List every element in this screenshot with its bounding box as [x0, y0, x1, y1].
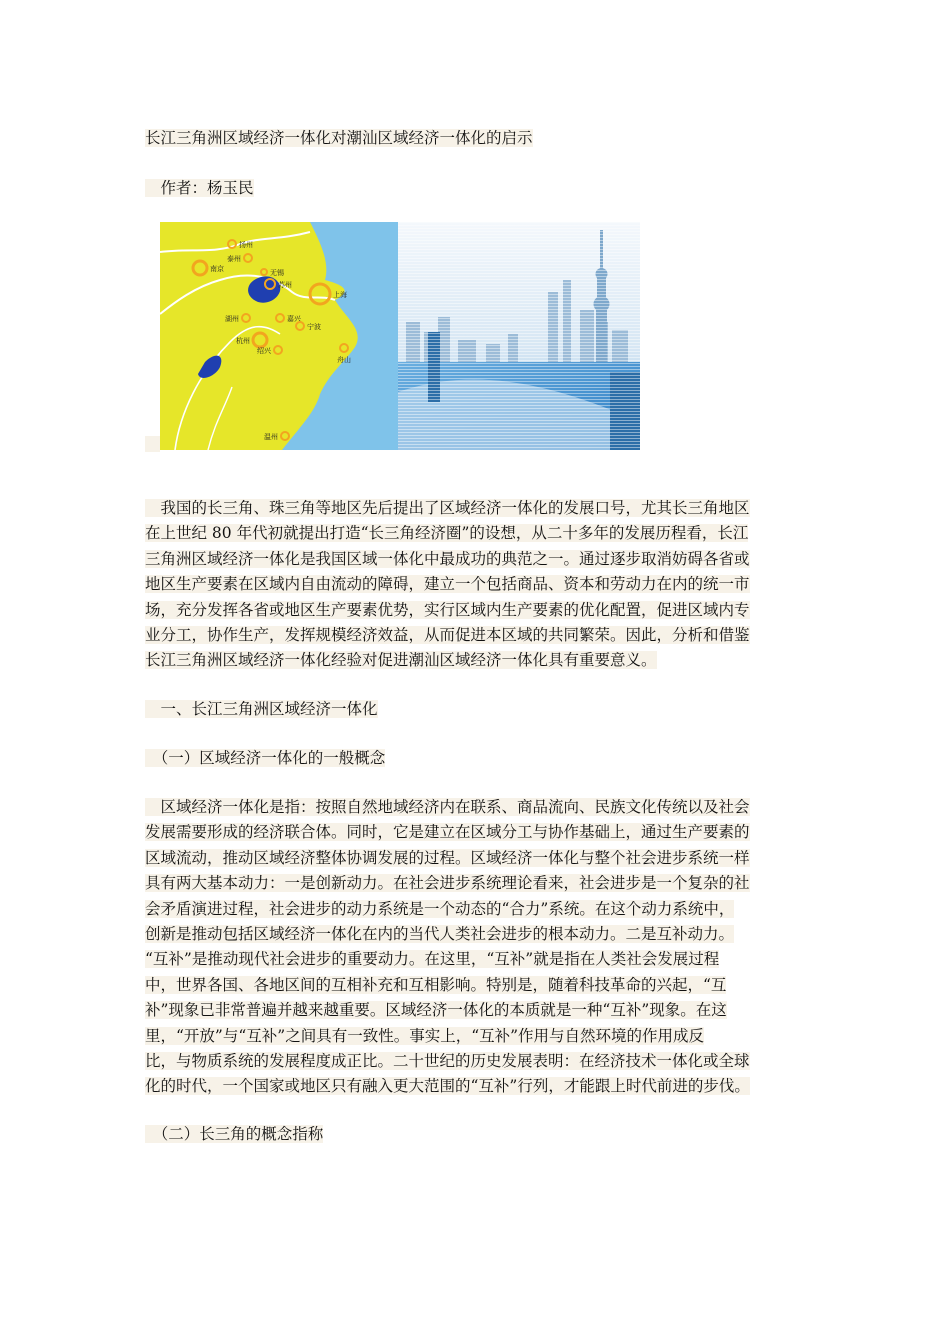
section-heading-1: 一、长江三角洲区域经济一体化: [145, 700, 378, 718]
city-marker: [340, 344, 348, 352]
city-marker: [265, 279, 275, 289]
paragraph-concept: [145, 795, 810, 1100]
text-line: 里，“开放”与“互补”之间具有一致性。事实上，“互补”作用与自然环境的作用成反: [145, 1026, 705, 1045]
text-line: 地区生产要素在区域内自由流动的障碍，建立一个包括商品、资本和劳动力在内的统一市: [145, 575, 750, 594]
text-line: 发展需要形成的经济联合体。同时，它是建立在区域分工与协作基础上，通过生产要素的: [145, 823, 750, 842]
subsection-heading-2: （二）长三角的概念指称: [145, 1125, 324, 1143]
author-line: 作者：杨玉民: [145, 179, 254, 197]
city-label: 温州: [264, 433, 278, 441]
text-line: 在上世纪 80 年代初就提出打造“长三角经济圈”的设想，从二十多年的发展历程看，长江: [145, 524, 749, 543]
city-label: 苏州: [278, 281, 292, 289]
city-label: 无锡: [270, 269, 284, 277]
city-label: 杭州: [236, 337, 250, 345]
city-marker: [276, 314, 284, 322]
city-label: 泰州: [227, 255, 241, 263]
text-line: 创新是推动包括区域经济一体化在内的当代人类社会进步的根本动力。二是互补动力。: [145, 925, 735, 944]
city-marker: [193, 261, 207, 275]
city-marker: [296, 322, 304, 330]
text-line: 我国的长三角、珠三角等地区先后提出了区域经济一体化的发展口号，尤其长三角地区: [145, 499, 750, 517]
subsection-heading-1: （一）区域经济一体化的一般概念: [145, 749, 386, 767]
city-markers: [160, 222, 398, 450]
city-label: 南京: [210, 265, 224, 273]
city-label: 宁波: [307, 323, 321, 331]
text-line: 会矛盾演进过程，社会进步的动力系统是一个动态的“合力”系统。在这个动力系统中，: [145, 899, 735, 918]
text-line: 长江三角洲区域经济一体化经验对促进潮汕区域经济一体化具有重要意义。: [145, 651, 657, 670]
text-line: 区域经济一体化是指：按照自然地域经济内在联系、商品流向、民族文化传统以及社会: [145, 798, 750, 816]
text-line: 具有两大基本动力：一是创新动力。在社会进步系统理论看来，社会进步是一个复杂的社: [145, 874, 750, 893]
text-line: 场，充分发挥各省或地区生产要素优势，实行区域内生产要素的优化配置，促进区域内专: [145, 600, 750, 619]
city-marker: [274, 346, 282, 354]
text-line: 化的时代，一个国家或地区只有融入更大范围的“互补”行列，才能跟上时代前进的步伐。: [145, 1077, 750, 1096]
text-line: 补”现象已非常普遍并越来越重要。区域经济一体化的本质就是一种“互补”现象。在这: [145, 1001, 727, 1020]
city-marker: [261, 269, 267, 275]
city-label: 嘉兴: [287, 315, 301, 323]
text-line: 中，世界各国、各地区间的互相补充和互相影响。特别是，随着科技革命的兴起，“互: [145, 975, 727, 994]
city-marker: [310, 284, 330, 304]
city-label: 湖州: [225, 315, 239, 323]
document-title: 长江三角洲区域经济一体化对潮汕区域经济一体化的启示: [145, 129, 533, 147]
city-marker: [253, 333, 267, 347]
city-label: 绍兴: [257, 347, 271, 355]
text-line: 区域流动，推动区域经济整体协调发展的过程。区域经济一体化与整个社会进步系统一样: [145, 848, 750, 867]
city-marker: [281, 432, 289, 440]
text-line: 三角洲区域经济一体化是我国区域一体化中最成功的典范之一。通过逐步取消妨碍各省或: [145, 549, 750, 568]
city-marker: [228, 240, 236, 248]
text-line: “互补”是推动现代社会进步的重要动力。在这里，“互补”就是指在人类社会发展过程: [145, 950, 720, 969]
city-label: 上海: [333, 291, 347, 299]
city-label: 舟山: [337, 356, 351, 364]
shanghai-skyline-photo: [398, 222, 640, 450]
paragraph-intro: [145, 496, 810, 674]
figure-highlight: [145, 436, 160, 452]
city-marker: [242, 314, 250, 322]
city-label: 扬州: [239, 241, 253, 249]
text-line: 业分工，协作生产，发挥规模经济效益，从而促进本区域的共同繁荣。因此，分析和借鉴: [145, 626, 750, 645]
text-line: 比，与物质系统的发展程度成正比。二十世纪的历史发展表明：在经济技术一体化或全球: [145, 1052, 750, 1071]
figure: [145, 222, 640, 452]
city-marker: [244, 254, 252, 262]
